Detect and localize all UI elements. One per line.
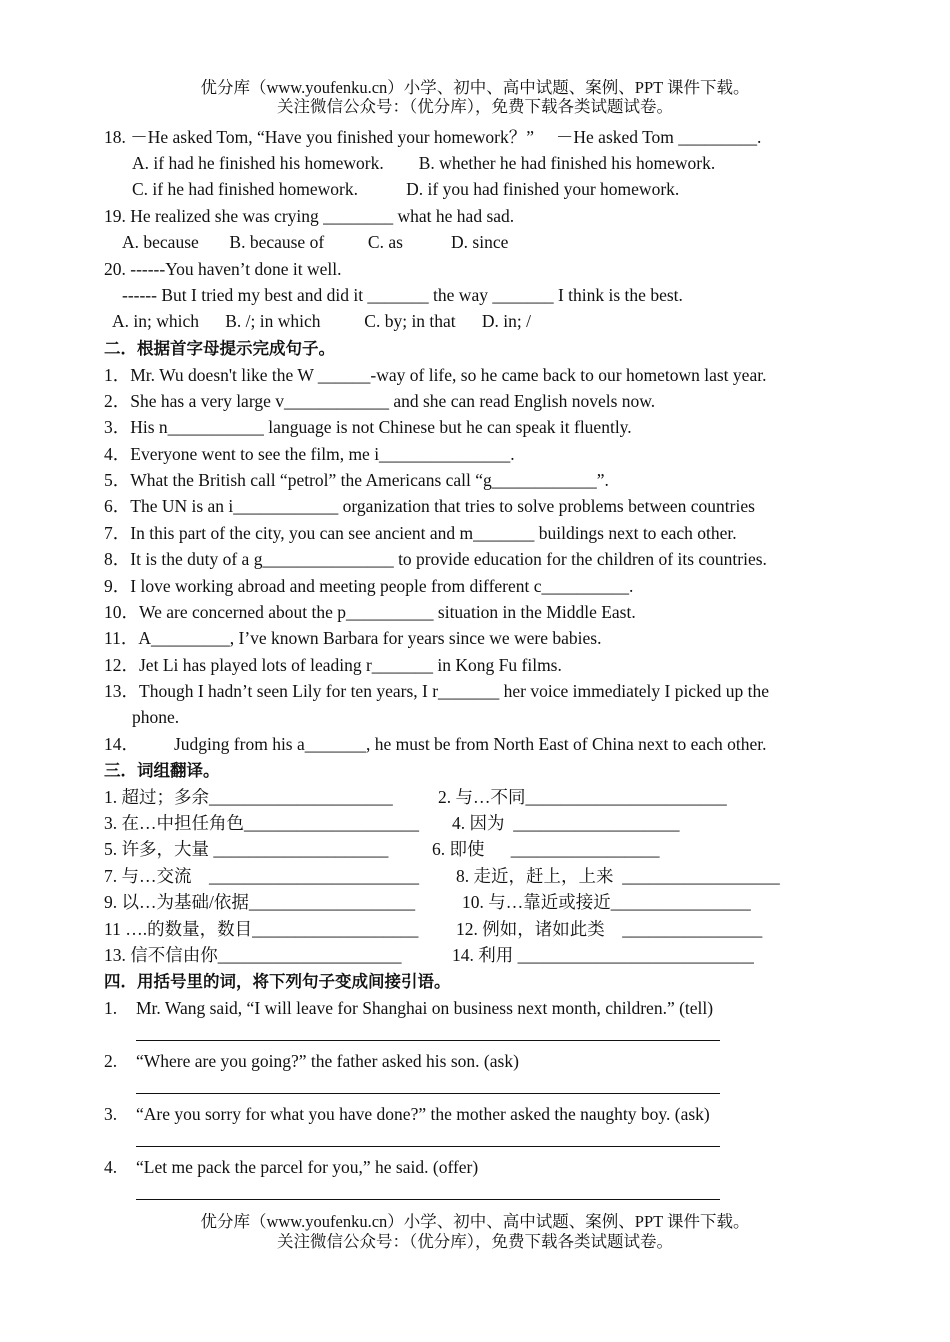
section-3-title: 三．词组翻译。 (104, 761, 220, 780)
reported-speech-number: 1. (104, 998, 118, 1018)
fill-item: 1．Mr. Wu doesn't like the W ______-way of life, so he came back to our hometown last year. (104, 365, 767, 385)
header-line-1: 优分库（www.youfenku.cn）小学、初中、高中试题、案例、PPT 课件下载。 (200, 78, 750, 97)
question-18-options-ab: A. if had he finished his homework. B. whether he had finished his homework. (132, 153, 716, 173)
fill-item: 11．A_________, I’ve known Barbara for years since we were babies. (104, 628, 602, 648)
fill-item: 4．Everyone went to see the film, me i_______________. (104, 444, 515, 464)
header-line-2: 关注微信公众号：（优分库），免费下载各类试题试卷。 (277, 97, 673, 116)
phrase-right: 14. 利用 ___________________________ (452, 945, 754, 965)
reported-speech-sentence: “Let me pack the parcel for you,” he said. (offer) (136, 1157, 479, 1177)
fill-item: 12．Jet Li has played lots of leading r_______ in Kong Fu films. (104, 655, 562, 675)
footer-line-1: 优分库（www.youfenku.cn）小学、初中、高中试题、案例、PPT 课件下载。 (200, 1212, 750, 1231)
reported-speech-sentence: “Are you sorry for what you have done?” the mother asked the naughty boy. (ask) (136, 1104, 710, 1124)
phrase-right: 2. 与…不同_______________________ (438, 787, 727, 807)
section-2-title: 二．根据首字母提示完成句子。 (104, 339, 335, 358)
fill-item: 2．She has a very large v____________ and she can read English novels now. (104, 391, 656, 411)
fill-item: 9．I love working abroad and meeting people from different c__________. (104, 576, 634, 596)
fill-item: 3．His n___________ language is not Chinese but he can speak it fluently. (104, 417, 632, 437)
question-19-stem: 19. He realized she was crying ________ what he had sad. (104, 206, 515, 226)
reported-speech-sentence: Mr. Wang said, “I will leave for Shanghai on business next month, children.” (tell) (136, 998, 714, 1018)
section-4-title: 四．用括号里的词，将下列句子变成间接引语。 (104, 972, 451, 991)
answer-line[interactable] (136, 1199, 720, 1200)
fill-item: 14． Judging from his a_______, he must be from North East of China next to each other. (104, 734, 767, 754)
phrase-right: 12. 例如，诸如此类 ________________ (456, 919, 763, 939)
phrase-left: 3. 在…中担任角色____________________ (104, 813, 419, 833)
phrase-left: 13. 信不信由你_____________________ (104, 945, 402, 965)
question-20-options: A. in; which B. /; in which C. by; in that D. in; / (112, 311, 532, 331)
question-20-line-2: ------ But I tried my best and did it _______ the way _______ I think is the best. (122, 285, 683, 305)
fill-item: 8．It is the duty of a g_______________ to provide education for the children of its countries. (104, 549, 767, 569)
fill-item: 6．The UN is an i____________ organization that tries to solve problems between countries (104, 496, 755, 516)
reported-speech-number: 2. (104, 1051, 118, 1071)
phrase-right: 8. 走近，赶上，上来 __________________ (456, 866, 780, 886)
question-18-stem: 18. －He asked Tom, “Have you finished your homework？” －He asked Tom _________. (104, 127, 762, 147)
phrase-right: 6. 即使 _________________ (432, 839, 660, 859)
phrase-left: 1. 超过；多余_____________________ (104, 787, 393, 807)
answer-line[interactable] (136, 1093, 720, 1094)
footer-line-2: 关注微信公众号：（优分库），免费下载各类试题试卷。 (277, 1232, 673, 1251)
phrase-left: 11 ….的数量，数目___________________ (104, 919, 419, 939)
phrase-left: 7. 与…交流 ________________________ (104, 866, 419, 886)
question-18-options-cd: C. if he had finished homework. D. if you had finished your homework. (132, 179, 680, 199)
answer-line[interactable] (136, 1146, 720, 1147)
answer-line[interactable] (136, 1040, 720, 1041)
fill-item: 7．In this part of the city, you can see ancient and m_______ buildings next to each other. (104, 523, 737, 543)
fill-item-continuation: phone. (132, 707, 180, 727)
reported-speech-number: 4. (104, 1157, 118, 1177)
fill-item: 5．What the British call “petrol” the Americans call “g____________”. (104, 470, 609, 490)
fill-item: 10．We are concerned about the p__________ situation in the Middle East. (104, 602, 636, 622)
phrase-left: 5. 许多，大量 ____________________ (104, 839, 389, 859)
reported-speech-number: 3. (104, 1104, 118, 1124)
fill-item: 13．Though I hadn’t seen Lily for ten years, I r_______ her voice immediately I picked up the (104, 681, 769, 701)
reported-speech-sentence: “Where are you going?” the father asked his son. (ask) (136, 1051, 519, 1071)
question-19-options: A. because B. because of C. as D. since (122, 232, 509, 252)
question-20-stem: 20. ------You haven’t done it well. (104, 259, 342, 279)
phrase-left: 9. 以…为基础/依据___________________ (104, 892, 416, 912)
phrase-right: 4. 因为 ___________________ (452, 813, 680, 833)
phrase-right: 10. 与…靠近或接近________________ (462, 892, 751, 912)
